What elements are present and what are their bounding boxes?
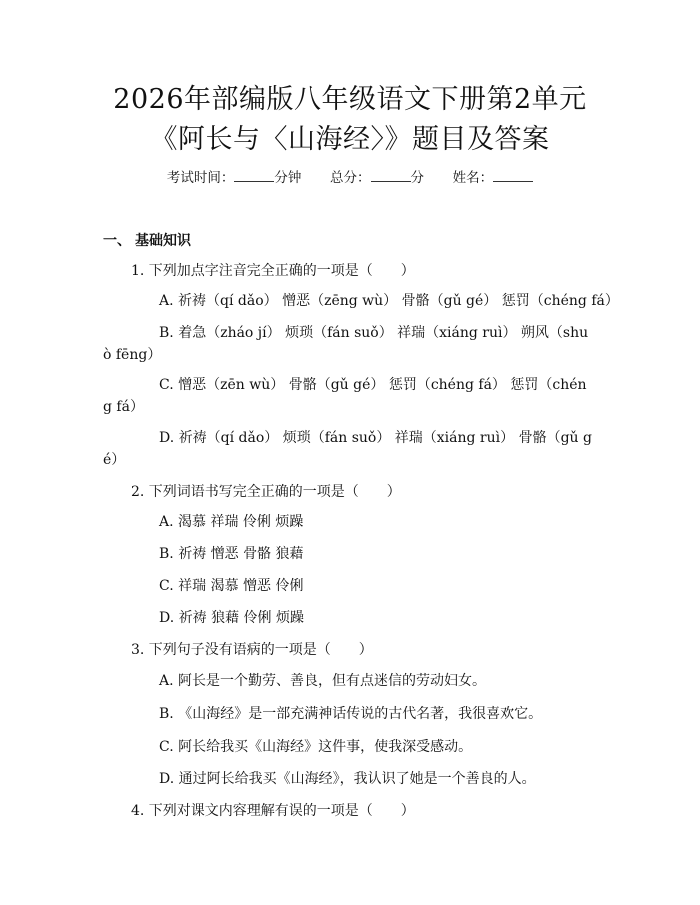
time-label: 考试时间： [166, 170, 235, 186]
question-2-option-c: C. 祥瑞 渴慕 憎恶 伶俐 [159, 578, 304, 594]
name-label: 姓名： [452, 170, 494, 186]
question-3-stem: 3. 下列句子没有语病的一项是（ ） [131, 642, 373, 658]
question-2-stem: 2. 下列词语书写完全正确的一项是（ ） [131, 484, 401, 500]
name-blank [493, 169, 533, 182]
question-1-option-d: D. 祈祷（qí dǎo） 烦琐（fán suǒ） 祥瑞（xiáng ruì） 骨骼（gǔ gé） [103, 430, 592, 468]
section-heading [103, 232, 191, 250]
question-4-stem: 4. 下列对课文内容理解有误的一项是（ ） [131, 803, 415, 819]
question-2-option-d: D. 祈祷 狼藉 伶俐 烦躁 [159, 610, 304, 626]
question-2-option-b: B. 祈祷 憎恶 骨骼 狼藉 [159, 546, 304, 562]
score-label: 总分： [330, 170, 371, 186]
question-3-option-d: D. 通过阿长给我买《山海经》，我认识了她是一个善良的人。 [159, 771, 536, 787]
time-blank [234, 169, 274, 182]
question-1-option-a: A. 祈祷（qí dǎo） 憎恶（zēng wù） 骨骼（gǔ gé） 惩罚（chéng fá） [159, 293, 619, 309]
question-3-option-a: A. 阿长是一个勤劳、善良，但有点迷信的劳动妇女。 [159, 673, 487, 689]
time-unit: 分钟 [274, 170, 302, 186]
document-title: 2026年部编版八年级语文下册第2单元《阿长与〈山海经〉》题目及答案 [113, 84, 587, 155]
question-1-stem: 1. 下列加点字注音完全正确的一项是（ ） [131, 263, 415, 279]
question-1-option-c: C. 憎恶（zēn wù） 骨骼（gǔ gé） 惩罚（chéng fá） 惩罚（chéng fá） [103, 377, 587, 415]
section-title: 基础知识 [135, 233, 191, 249]
score-blank [371, 169, 411, 182]
section-number: 一、 [103, 233, 131, 249]
score-unit: 分 [410, 170, 424, 186]
question-3-option-b: B. 《山海经》是一部充满神话传说的古代名著，我很喜欢它。 [159, 706, 543, 722]
question-3-option-c: C. 阿长给我买《山海经》这件事，使我深受感动。 [159, 739, 473, 755]
exam-meta [0, 169, 700, 187]
question-2-option-a: A. 渴慕 祥瑞 伶俐 烦躁 [159, 514, 304, 530]
question-1-option-b: B. 着急（zháo jí） 烦琐（fán suǒ） 祥瑞（xiáng ruì） 朔风（shuò fēng） [103, 325, 589, 363]
